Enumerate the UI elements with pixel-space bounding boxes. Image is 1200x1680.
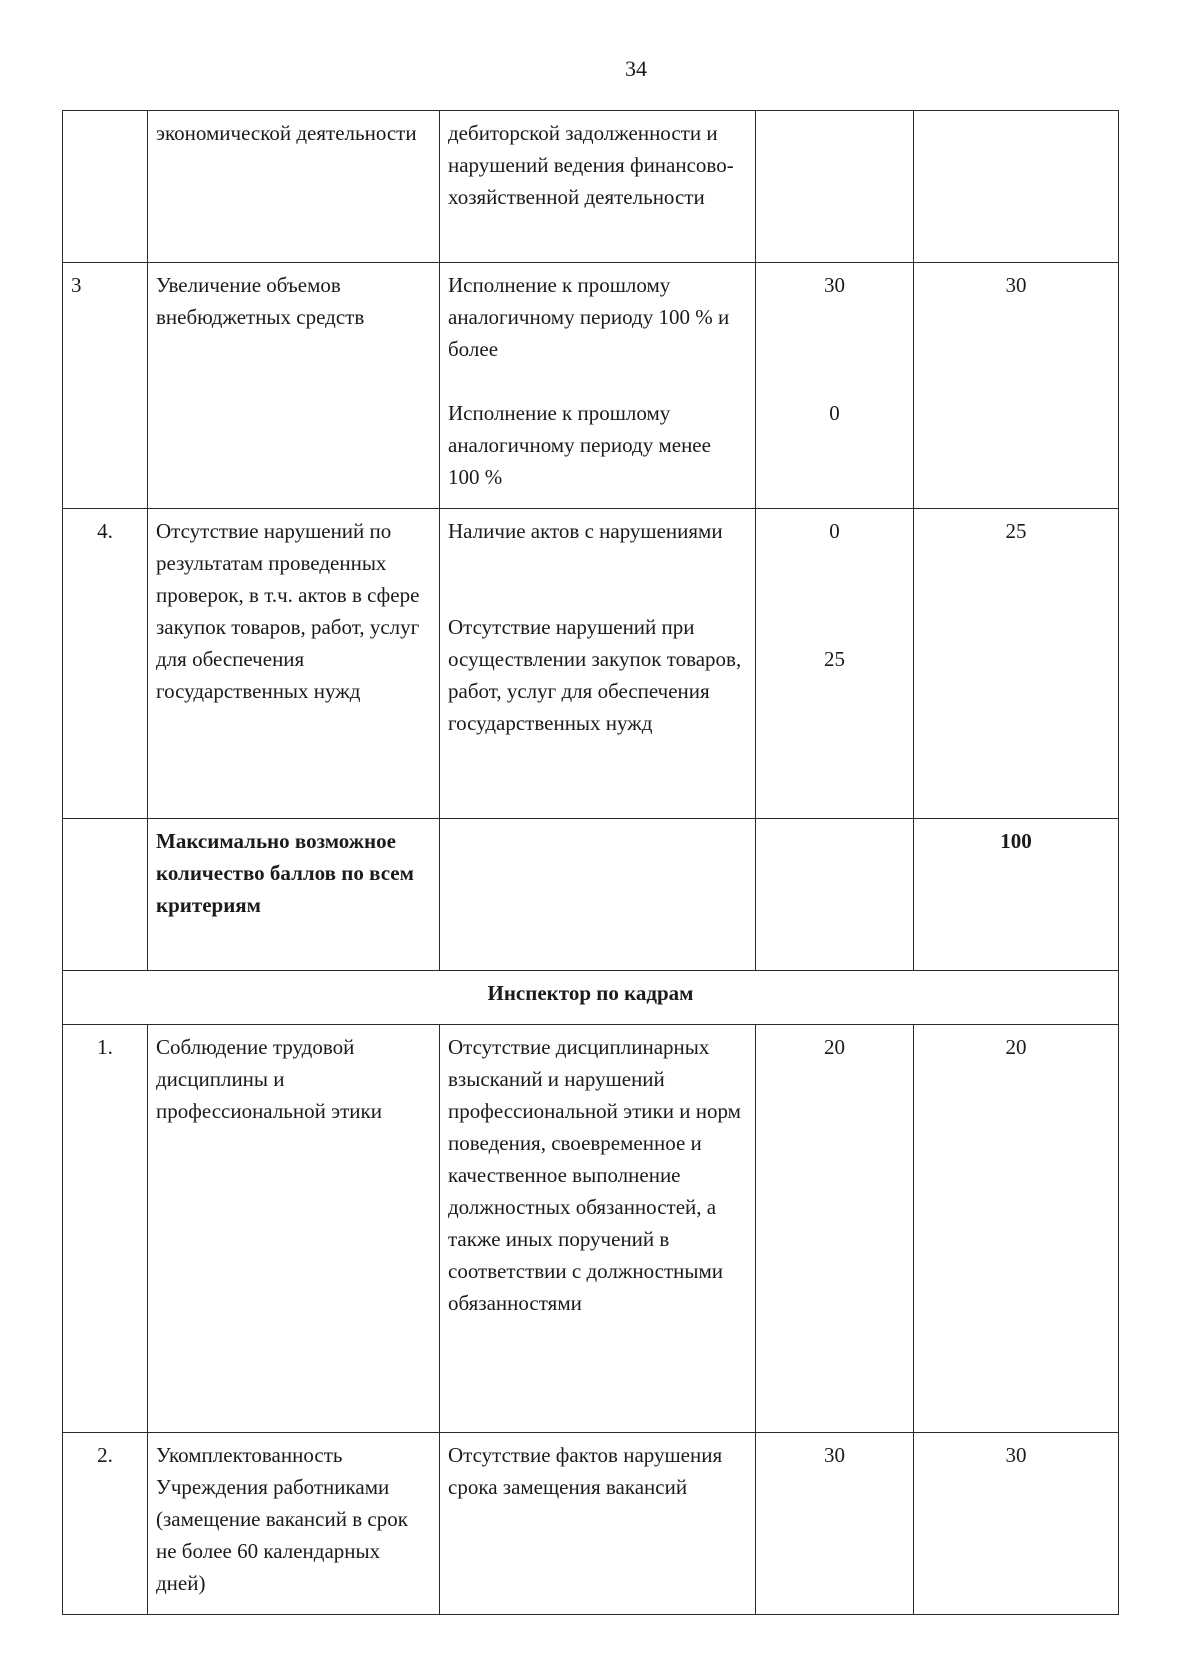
table-row — [63, 111, 1119, 263]
table-row — [63, 1433, 1119, 1615]
max-points-cell: 20 — [914, 1025, 1119, 1433]
points-cell — [756, 509, 914, 819]
points-value: 0 — [829, 519, 840, 543]
row-number: 1. — [63, 1025, 148, 1433]
table-row — [63, 263, 1119, 509]
criterion-cell: Укомплектованность Учреждения работниками (замещение вакансий в срок не более 60 календарных дней) — [148, 1433, 440, 1615]
criterion-cell: экономической деятельности — [148, 111, 440, 263]
row-number: 4. — [63, 509, 148, 819]
criterion-cell: Отсутствие нарушений по результатам проведенных проверок, в т.ч. актов в сфере закупок товаров, работ, услуг для обеспечения государственных нужд — [148, 509, 440, 819]
points-cell — [756, 263, 914, 509]
indicator-option: Отсутствие нарушений при осуществлении закупок товаров, работ, услуг для обеспечения государственных нужд — [448, 615, 742, 735]
points-value: 0 — [829, 401, 840, 425]
total-label: Максимально возможное количество баллов по всем критериям — [148, 819, 440, 971]
indicator-option: Наличие актов с нарушениями — [448, 519, 723, 543]
row-number — [63, 819, 148, 971]
criterion-cell: Соблюдение трудовой дисциплины и профессиональной этики — [148, 1025, 440, 1433]
indicator-cell — [440, 509, 756, 819]
points-cell — [756, 819, 914, 971]
indicator-cell: Отсутствие дисциплинарных взысканий и нарушений профессиональной этики и норм поведения, своевременное и качественное выполнение должностных обязанностей, а также иных поручений в соответствии с должностными обязанностями — [440, 1025, 756, 1433]
points-cell: 30 — [756, 1433, 914, 1615]
points-cell: 20 — [756, 1025, 914, 1433]
row-number: 2. — [63, 1433, 148, 1615]
total-max-points: 100 — [914, 819, 1119, 971]
indicator-cell — [440, 263, 756, 509]
indicator-cell: Отсутствие фактов нарушения срока замещения вакансий — [440, 1433, 756, 1615]
table-row — [63, 509, 1119, 819]
indicator-option: Исполнение к прошлому аналогичному периоду менее 100 % — [448, 401, 711, 489]
max-points-cell: 30 — [914, 1433, 1119, 1615]
points-value: 30 — [824, 273, 845, 297]
row-number — [63, 111, 148, 263]
section-title: Инспектор по кадрам — [63, 971, 1119, 1025]
criteria-table — [62, 110, 1119, 1615]
row-number: 3 — [63, 263, 148, 509]
max-points-cell — [914, 111, 1119, 263]
max-points-cell: 25 — [914, 509, 1119, 819]
points-cell — [756, 111, 914, 263]
table-row — [63, 1025, 1119, 1433]
indicator-option: Исполнение к прошлому аналогичному периоду 100 % и более — [448, 273, 730, 361]
indicator-cell — [440, 819, 756, 971]
total-row — [63, 819, 1119, 971]
page-number: 34 — [625, 56, 647, 81]
section-row — [63, 971, 1119, 1025]
points-value: 25 — [824, 647, 845, 671]
max-points-cell: 30 — [914, 263, 1119, 509]
criterion-cell: Увеличение объемов внебюджетных средств — [148, 263, 440, 509]
indicator-cell: дебиторской задолженности и нарушений ведения финансово-хозяйственной деятельности — [440, 111, 756, 263]
